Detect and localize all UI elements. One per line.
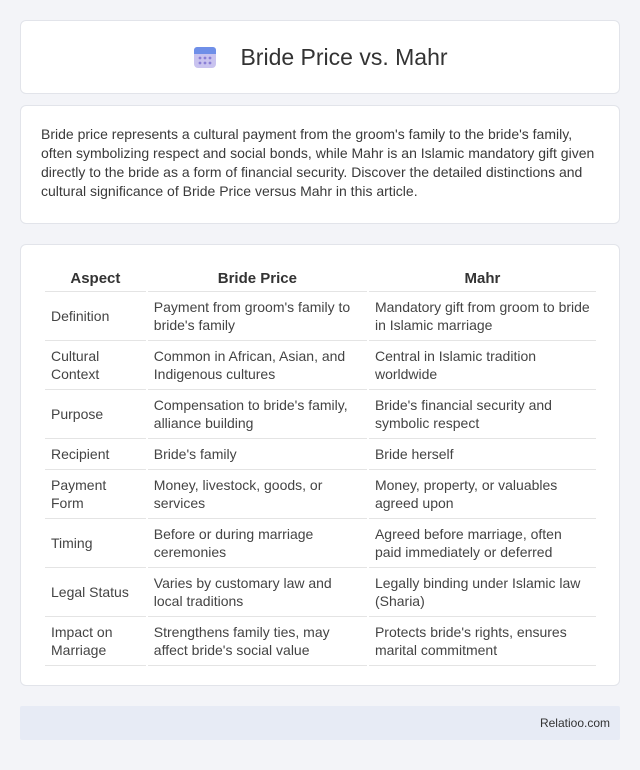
- table-row: [45, 292, 596, 341]
- bride-price-cell: Payment from groom's family to bride's family: [148, 292, 367, 341]
- aspect-cell: Legal Status: [45, 568, 146, 617]
- bride-price-cell: Strengthens family ties, may affect bride's social value: [148, 617, 367, 666]
- mahr-cell: Bride's financial security and symbolic respect: [369, 390, 596, 439]
- aspect-cell: Timing: [45, 519, 146, 568]
- aspect-cell: Recipient: [45, 439, 146, 470]
- table-row: [45, 439, 596, 470]
- aspect-cell: Definition: [45, 292, 146, 341]
- column-header-aspect: Aspect: [45, 265, 146, 292]
- aspect-cell: Cultural Context: [45, 341, 146, 390]
- bride-price-cell: Common in African, Asian, and Indigenous cultures: [148, 341, 367, 390]
- aspect-cell: Purpose: [45, 390, 146, 439]
- bride-price-cell: Compensation to bride's family, alliance building: [148, 390, 367, 439]
- mahr-cell: Protects bride's rights, ensures marital commitment: [369, 617, 596, 666]
- intro-paragraph: Bride price represents a cultural payment from the groom's family to the bride's family, often symbolizing respect and social bonds, while Mahr is an Islamic mandatory gift given directly to the bride as a form of financial security. Discover the detailed distinctions and cultural significance of Bride Price versus Mahr in this article.: [41, 126, 595, 199]
- column-header-mahr: Mahr: [369, 265, 596, 292]
- aspect-cell: Impact on Marriage: [45, 617, 146, 666]
- mahr-cell: Mandatory gift from groom to bride in Islamic marriage: [369, 292, 596, 341]
- table-row: [45, 390, 596, 439]
- intro-card: [20, 105, 620, 224]
- bride-price-cell: Before or during marriage ceremonies: [148, 519, 367, 568]
- comparison-table: [43, 265, 598, 666]
- table-row: [45, 519, 596, 568]
- table-row: [45, 617, 596, 666]
- table-header-row: [45, 265, 596, 292]
- bride-price-cell: Varies by customary law and local traditions: [148, 568, 367, 617]
- footer: [20, 706, 620, 740]
- bride-price-cell: Money, livestock, goods, or services: [148, 470, 367, 519]
- table-row: [45, 341, 596, 390]
- title-card: [20, 20, 620, 94]
- mahr-cell: Legally binding under Islamic law (Sharia): [369, 568, 596, 617]
- footer-site-link[interactable]: Relatioo.com: [539, 716, 610, 730]
- mahr-cell: Money, property, or valuables agreed upon: [369, 470, 596, 519]
- table-row: [45, 470, 596, 519]
- page-title: Bride Price vs. Mahr: [240, 43, 448, 70]
- aspect-cell: Payment Form: [45, 470, 146, 519]
- mahr-cell: Central in Islamic tradition worldwide: [369, 341, 596, 390]
- calendar-icon: [192, 44, 218, 70]
- bride-price-cell: Bride's family: [148, 439, 367, 470]
- column-header-bride-price: Bride Price: [148, 265, 367, 292]
- mahr-cell: Agreed before marriage, often paid immediately or deferred: [369, 519, 596, 568]
- comparison-card: [20, 244, 620, 686]
- table-row: [45, 568, 596, 617]
- mahr-cell: Bride herself: [369, 439, 596, 470]
